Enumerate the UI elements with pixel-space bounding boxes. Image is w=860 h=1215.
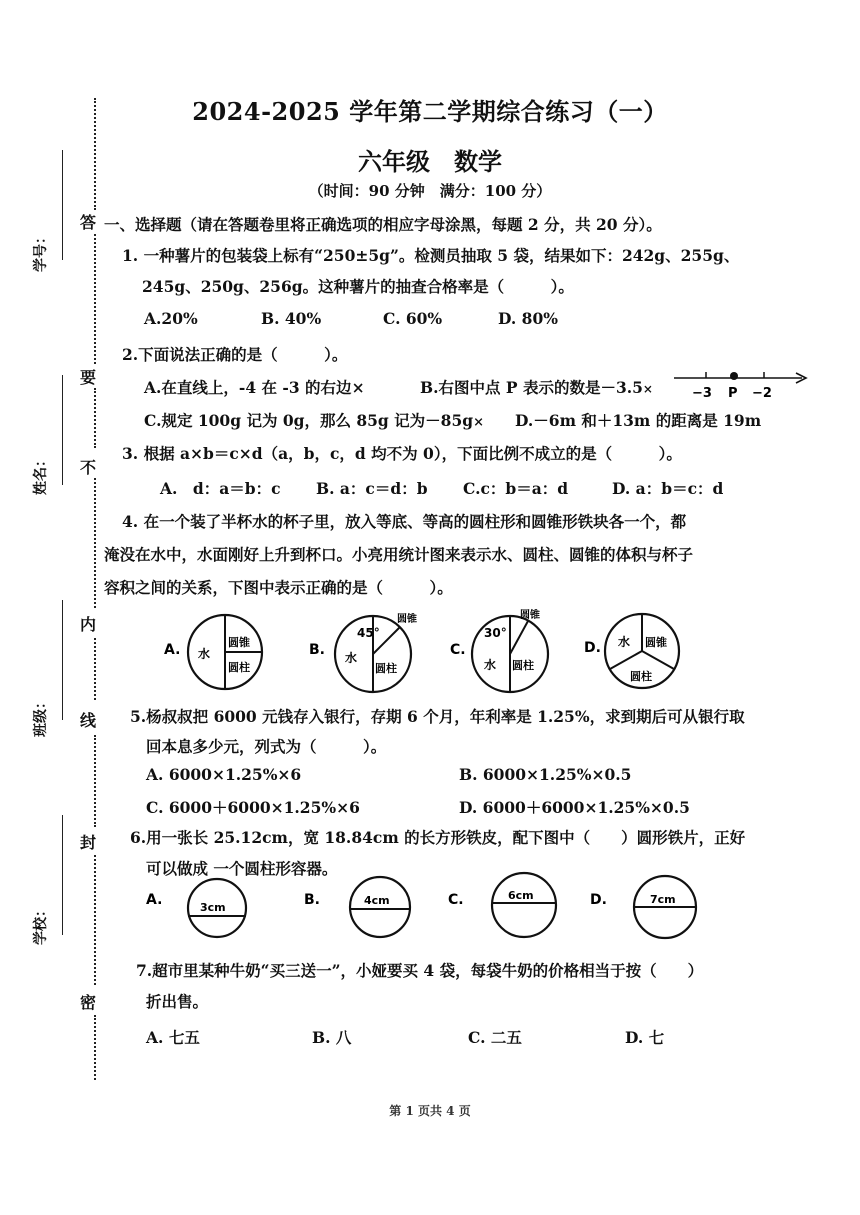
angle-label: 45°: [357, 626, 380, 640]
slice-label-cylinder: 圆柱: [228, 661, 250, 674]
seal-char: 线: [80, 711, 97, 730]
slice-label-cone: 圆锥: [520, 610, 540, 621]
q2-option-c-text: C.规定 100g 记为 0g，那么 85g 记为－85g: [144, 411, 474, 430]
class-label: 班级：: [33, 695, 49, 737]
q4-line3: 容积之间的关系，下图中表示正确的是（ ）。: [104, 578, 453, 597]
diameter-label: 4cm: [364, 894, 390, 907]
q3-stem: 3. 根据 a×b＝c×d（a，b，c，d 均不为 0），下面比例不成立的是（ ）。: [122, 444, 682, 463]
school-label: 学校：: [33, 903, 49, 945]
slice-label-water: 水: [345, 651, 358, 665]
q6-option-c[interactable]: [446, 870, 576, 940]
q1-option-a[interactable]: A.20%: [144, 309, 198, 328]
angle-label: 30°: [484, 626, 507, 640]
q7-line1: 7.超市里某种牛奶“买三送一”，小娅要买 4 袋，每袋牛奶的价格相当于按（ ）: [136, 961, 704, 980]
slice-label-water: 水: [618, 635, 631, 649]
seal-char: 不: [80, 458, 97, 477]
q2-option-a[interactable]: [144, 376, 365, 398]
diameter-label: 7cm: [650, 893, 676, 906]
q5-option-d[interactable]: D. 6000＋6000×1.25%×0.5: [459, 798, 690, 817]
slice-label-cone: 圆锥: [228, 636, 250, 649]
q2-option-c[interactable]: [144, 409, 484, 431]
q4-line2: 淹没在水中，水面刚好上升到杯口。小亮用统计图来表示水、圆柱、圆锥的体积与杯子: [104, 545, 694, 564]
q6-option-a[interactable]: [142, 876, 272, 940]
q4-chart-d[interactable]: [582, 606, 692, 696]
student-id-label: 学号：: [33, 230, 49, 272]
q4-chart-b[interactable]: [305, 604, 425, 696]
q2-stem: 2.下面说法正确的是（ ）。: [122, 345, 348, 364]
option-letter: C.: [448, 892, 464, 908]
q2-number-line: [672, 364, 812, 404]
q3-option-c[interactable]: C.c：b＝a：d: [463, 479, 569, 498]
q3-option-d[interactable]: D. a：b＝c：d: [612, 479, 724, 498]
tick-label-right: −2: [752, 386, 772, 401]
pie-divider: [510, 621, 528, 654]
q6-option-b[interactable]: [300, 874, 430, 940]
q7-option-a[interactable]: A. 七五: [146, 1028, 200, 1047]
tick-label-left: −3: [692, 386, 712, 401]
seal-char: 答: [80, 213, 97, 232]
q3-option-b[interactable]: B. a：c＝d：b: [316, 479, 428, 498]
q5-option-b[interactable]: B. 6000×1.25%×0.5: [459, 765, 632, 784]
cross-mark-icon: ×: [642, 382, 653, 396]
page-number: 第 1 页共 4 页: [389, 1104, 471, 1118]
binding-dotted-line: [94, 1015, 96, 1080]
cross-mark-icon: ×: [473, 415, 484, 430]
binding-dotted-line: [94, 234, 96, 364]
q2-option-a-text: A.在直线上，-4 在 -3 的右边: [144, 378, 352, 397]
q7-option-c[interactable]: C. 二五: [468, 1028, 522, 1047]
binding-dotted-line: [94, 388, 96, 448]
seal-char: 内: [80, 615, 97, 634]
binding-dotted-line: [94, 638, 96, 700]
point-p-label: P: [728, 386, 738, 401]
seal-char: 要: [80, 368, 97, 387]
name-label: 姓名：: [33, 453, 49, 495]
slice-label-cone: 圆锥: [397, 614, 417, 625]
q7-option-d[interactable]: D. 七: [625, 1028, 665, 1047]
q4-chart-a[interactable]: [160, 606, 270, 692]
binding-dotted-line: [94, 855, 96, 985]
class-field[interactable]: [62, 600, 63, 720]
seal-char: 封: [80, 833, 97, 852]
q5-option-a[interactable]: A. 6000×1.25%×6: [146, 765, 302, 784]
diameter-label: 3cm: [200, 901, 226, 914]
pie-divider: [642, 651, 674, 669]
q3-option-a[interactable]: A. d：a＝b：c: [160, 479, 281, 498]
school-field[interactable]: [62, 815, 63, 935]
q1-line2: 245g、250g、256g。这种薯片的抽查合格率是（ ）。: [142, 277, 574, 296]
q7-option-b[interactable]: B. 八: [312, 1028, 352, 1047]
point-p-dot: [730, 372, 738, 380]
q2-option-d[interactable]: D.－6m 和＋13m 的距离是 19m: [515, 411, 762, 430]
q1-option-c[interactable]: C. 60%: [383, 309, 443, 328]
q4-line1: 4. 在一个装了半杯水的杯子里，放入等底、等高的圆柱形和圆锥形铁块各一个，都: [122, 512, 687, 531]
seal-char: 密: [80, 993, 97, 1012]
binding-dotted-line: [94, 478, 96, 608]
option-letter: C.: [450, 642, 466, 658]
name-field[interactable]: [62, 375, 63, 485]
q7-line2: 折出售。: [146, 992, 209, 1011]
slice-label-cylinder: 圆柱: [512, 659, 534, 672]
q5-line2: 回本息多少元，列式为（ ）。: [146, 737, 387, 756]
time-info: （时间：90 分钟 满分：100 分）: [308, 182, 552, 200]
q1-option-d[interactable]: D. 80%: [498, 309, 558, 328]
q6-option-d[interactable]: [588, 872, 708, 940]
q1-line1: 1. 一种薯片的包装袋上标有“250±5g”。检测员抽取 5 袋，结果如下：242g、255g、: [122, 246, 740, 265]
option-letter: B.: [304, 892, 320, 908]
diameter-label: 6cm: [508, 889, 534, 902]
q2-option-b[interactable]: [420, 376, 653, 398]
pie-divider: [610, 651, 642, 669]
slice-label-cylinder: 圆柱: [375, 662, 397, 675]
cross-mark-icon: ×: [351, 378, 365, 397]
q4-chart-c[interactable]: [448, 604, 568, 696]
disc-circle: [350, 877, 410, 937]
q2-option-b-text: B.右图中点 P 表示的数是－3.5: [420, 378, 643, 397]
disc-circle: [492, 873, 556, 937]
q5-line1: 5.杨叔叔把 6000 元钱存入银行，存期 6 个月，年利率是 1.25%，求到期后可从银行取: [130, 707, 745, 726]
binding-dotted-line: [94, 735, 96, 827]
q5-option-c[interactable]: C. 6000＋6000×1.25%×6: [146, 798, 360, 817]
section-heading: 一、选择题（请在答题卷里将正确选项的相应字母涂黑，每题 2 分，共 20 分）。: [104, 215, 662, 234]
option-letter: A.: [164, 642, 181, 658]
q1-option-b[interactable]: B. 40%: [261, 309, 322, 328]
slice-label-water: 水: [484, 658, 497, 672]
page-title: 2024-2025 学年第二学期综合练习（一）: [192, 97, 668, 126]
slice-label-cylinder: 圆柱: [630, 670, 652, 683]
option-letter: D.: [590, 892, 607, 908]
page-subtitle: 六年级 数学: [358, 147, 502, 176]
slice-label-cone: 圆锥: [645, 636, 667, 649]
option-letter: D.: [584, 640, 601, 656]
q6-line2: 可以做成 一个圆柱形容器。: [146, 859, 338, 878]
option-letter: B.: [309, 642, 325, 658]
q6-line1: 6.用一张长 25.12cm，宽 18.84cm 的长方形铁皮，配下图中（ ）圆形铁片，正好: [130, 828, 746, 847]
slice-label-water: 水: [198, 647, 211, 661]
option-letter: A.: [146, 892, 163, 908]
